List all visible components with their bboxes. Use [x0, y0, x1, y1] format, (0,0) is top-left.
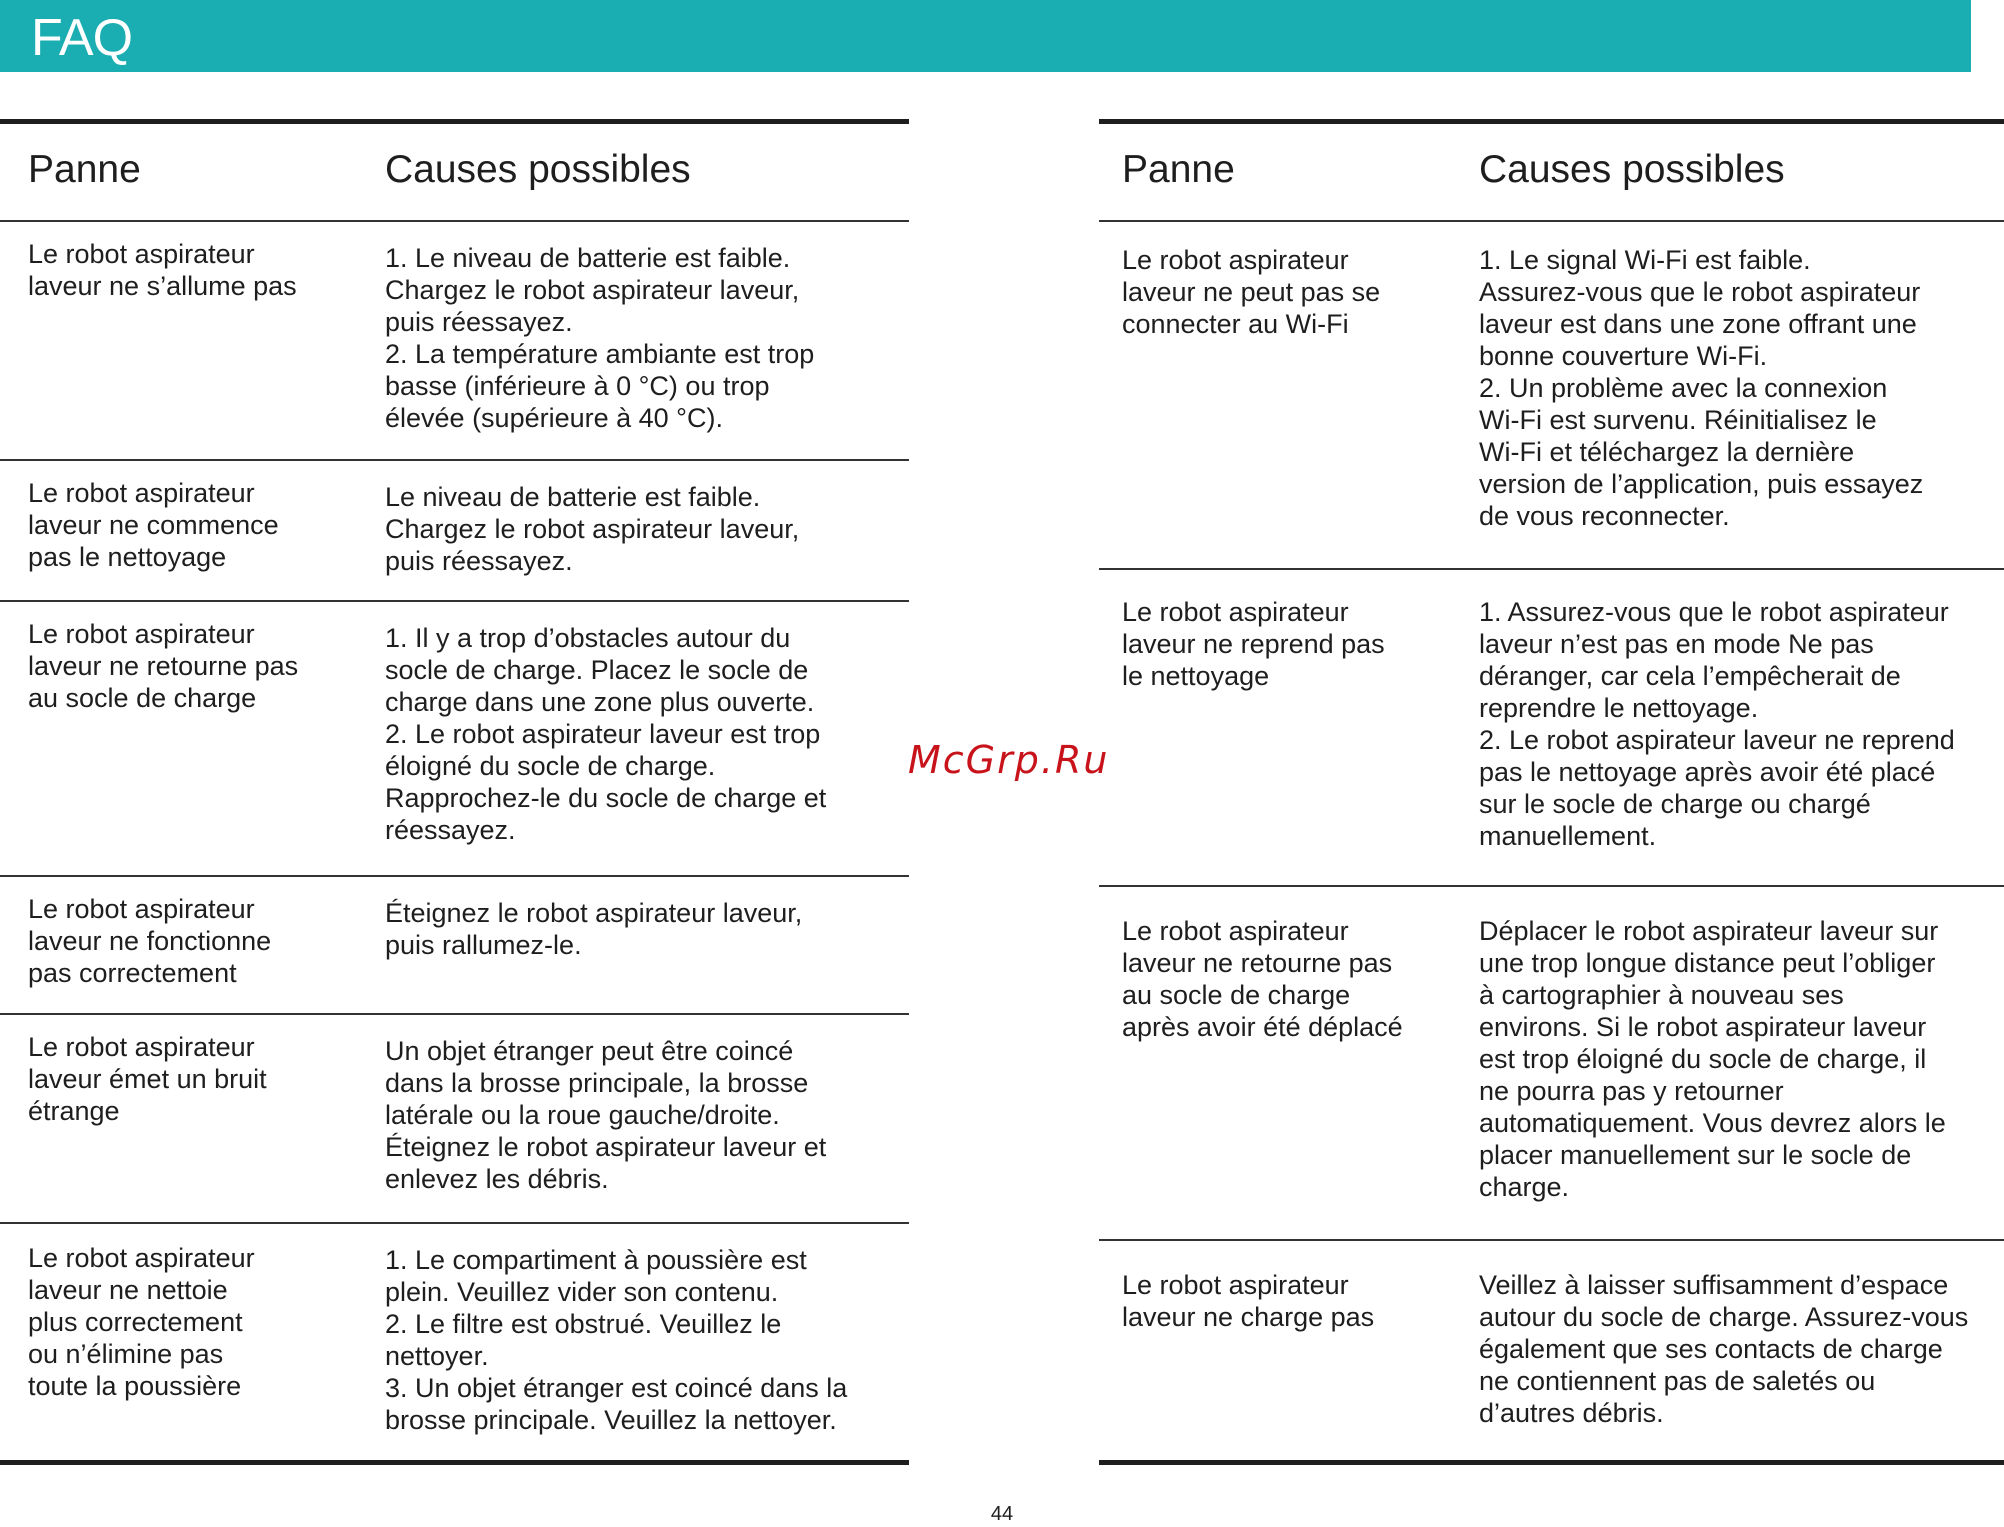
causes-cell: 1. Assurez-vous que le robot aspirateur laveur n’est pas en mode Ne pas déranger, car cela l’empêcherait de reprendre le nettoyage. 2. Le robot aspirateur laveur ne reprend pas le nettoyage après avoir été placé sur le socle de charge ou chargé manuellement.: [1479, 597, 1955, 851]
causes-cell: 1. Le signal Wi-Fi est faible. Assurez-vous que le robot aspirateur laveur est dans une zone offrant une bonne couverture Wi-Fi. 2. Un problème avec la connexion Wi-Fi est survenu. Réinitialisez le Wi-Fi et téléchargez la dernière version de l’application, puis essayez de vous reconnecter.: [1479, 245, 1924, 531]
table-row: [0, 459, 909, 599]
page-number: 44: [990, 1503, 1014, 1525]
table-bottom-rule: [1099, 1460, 2004, 1465]
causes-cell: Déplacer le robot aspirateur laveur sur une trop longue distance peut l’obliger à cartographier à nouveau ses environs. Si le robot aspirateur laveur est trop éloigné du socle de charge, il ne pourra pas y retourner automatiquement. Vous devrez alors le placer manuellement sur le socle de charge.: [1479, 916, 1946, 1202]
causes-cell: Le niveau de batterie est faible. Chargez le robot aspirateur laveur, puis réessayez.: [385, 482, 800, 576]
panne-cell: Le robot aspirateur laveur ne s’allume pas: [28, 239, 297, 301]
causes-cell: Un objet étranger peut être coincé dans la brosse principale, la brosse latérale ou la roue gauche/droite. Éteignez le robot aspirateur laveur et enlevez les débris.: [385, 1036, 827, 1194]
causes-cell: Veillez à laisser suffisamment d’espace autour du socle de charge. Assurez-vous également que ses contacts de charge ne contiennent pas de saletés ou d’autres débris.: [1479, 1270, 1969, 1428]
panne-cell: Le robot aspirateur laveur émet un bruit étrange: [28, 1032, 267, 1126]
panne-cell: Le robot aspirateur laveur ne commence pas le nettoyage: [28, 478, 279, 572]
table-row: [0, 875, 909, 1013]
table-row: [0, 1013, 909, 1222]
faq-table-left: [0, 119, 909, 1465]
table-header: [0, 124, 909, 218]
table-row: [1099, 885, 2004, 1239]
page-title: FAQ: [31, 9, 133, 67]
causes-cell: 1. Il y a trop d’obstacles autour du socle de charge. Placez le socle de charge dans une zone plus ouverte. 2. Le robot aspirateur laveur est trop éloigné du socle de charge. Rapprochez-le du socle de charge et réessayez.: [385, 623, 827, 845]
panne-cell: Le robot aspirateur laveur ne reprend pas le nettoyage: [1122, 597, 1385, 691]
causes-cell: Éteignez le robot aspirateur laveur, puis rallumez-le.: [385, 898, 803, 960]
header-causes: Causes possibles: [1479, 148, 1785, 191]
panne-cell: Le robot aspirateur laveur ne retourne pas au socle de charge: [28, 619, 299, 713]
header-panne: Panne: [28, 148, 141, 191]
header-panne: Panne: [1122, 148, 1235, 191]
watermark: McGrp.Ru: [908, 738, 1110, 782]
table-bottom-rule: [0, 1460, 909, 1465]
table-row: [1099, 568, 2004, 885]
panne-cell: Le robot aspirateur laveur ne nettoie plus correctement ou n’élimine pas toute la poussière: [28, 1243, 255, 1401]
table-row: [0, 220, 909, 433]
panne-cell: Le robot aspirateur laveur ne fonctionne pas correctement: [28, 894, 272, 988]
table-row: [1099, 1239, 2004, 1460]
table-row: [1099, 220, 2004, 568]
table-header: [1099, 124, 2004, 218]
faq-banner: [0, 0, 1971, 72]
causes-cell: 1. Le compartiment à poussière est plein. Veuillez vider son contenu. 2. Le filtre est obstrué. Veuillez le nettoyer. 3. Un objet étranger est coincé dans la brosse principale. Veuillez la nettoyer.: [385, 1245, 848, 1435]
panne-cell: Le robot aspirateur laveur ne peut pas se connecter au Wi-Fi: [1122, 245, 1381, 339]
causes-cell: 1. Le niveau de batterie est faible. Chargez le robot aspirateur laveur, puis réessayez. 2. La température ambiante est trop basse (inférieure à 0 °C) ou trop élevée (supérieure à 40 °C).: [385, 243, 815, 433]
panne-cell: Le robot aspirateur laveur ne retourne pas au socle de charge après avoir été déplacé: [1122, 916, 1403, 1042]
panne-cell: Le robot aspirateur laveur ne charge pas: [1122, 1270, 1375, 1332]
table-row: [0, 600, 909, 875]
table-row: [0, 1222, 909, 1460]
faq-table-right: [1099, 119, 2004, 1465]
header-causes: Causes possibles: [385, 148, 691, 191]
